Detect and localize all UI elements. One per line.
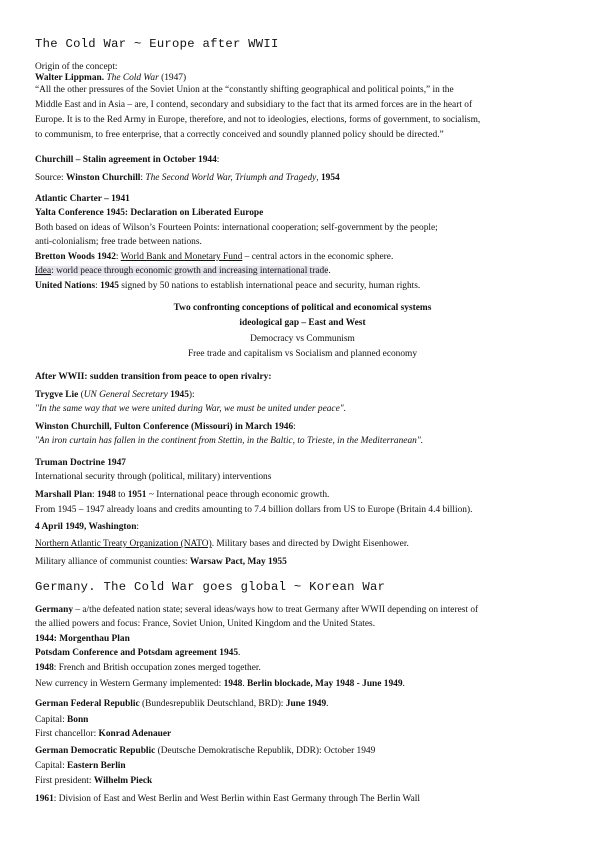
- military-text: Military alliance of communist counties:: [35, 557, 190, 567]
- center-line: Free trade and capitalism vs Socialism and planned economy: [187, 349, 418, 359]
- truman-text: International security through (political, military) interventions: [35, 472, 272, 482]
- germany-label: Germany: [35, 605, 74, 615]
- bretton-woods-line: [35, 252, 393, 263]
- warsaw-line: [35, 557, 287, 568]
- origin-label: Origin of the concept:: [35, 62, 118, 72]
- lie-name: Trygve Lie: [35, 390, 79, 400]
- gdr-president: [35, 776, 152, 787]
- frg-line: German Federal Republic (Bundesrepublik Deutschland, BRD): June 1949.: [35, 699, 329, 709]
- after-wwii-heading: [35, 372, 271, 383]
- lippman-quote-line: to communism, to free enterprise, that a correctly conceived and soundly planned policy should be directed.”: [35, 130, 444, 140]
- frg-capital: [35, 715, 88, 726]
- germany-text: – a/the defeated nation state; several ideas/ways how to treat Germany after WWII depending on interest of: [73, 605, 479, 615]
- lie-year: 1945: [170, 390, 189, 400]
- fulton-quote: [35, 436, 423, 447]
- yalta-conference: [35, 208, 263, 219]
- churchill-stalin-agreement: [35, 155, 219, 166]
- frg-chancellor: [35, 729, 171, 740]
- frg-date: June 1949: [285, 699, 327, 709]
- source-title: The Second World War, Triumph and Tragedy: [145, 173, 317, 183]
- lippman-name: Walter Lippman.: [35, 73, 105, 83]
- currency-text: New currency in Western Germany implemented:: [35, 679, 224, 689]
- colon: :: [216, 155, 220, 165]
- wall-text: : Division of East and West Berlin and West Berlin within East Germany through The Berlin Wall: [53, 794, 421, 804]
- nato-line: [35, 539, 409, 550]
- zones-year: 1948: [35, 663, 54, 673]
- capital-label: Capital:: [35, 715, 68, 725]
- chancellor-label: First chancellor:: [35, 729, 99, 739]
- truman-doctrine: [35, 458, 126, 469]
- idea-line: Idea: world peace through economic growth and increasing international trade.: [35, 266, 331, 276]
- un-text: signed by 50 nations to establish international peace and security, human rights.: [118, 281, 421, 291]
- churchill-stalin-label: Churchill – Stalin agreement in October 1944: [35, 155, 217, 165]
- gdr-label: German Democratic Republic: [35, 746, 156, 756]
- fulton-label: Winston Churchill, Fulton Conference (Missouri) in March 1946: [35, 422, 294, 432]
- gdr-capital: [35, 761, 126, 772]
- frg-paren: (Bundesrepublik Deutschland, BRD):: [139, 699, 286, 709]
- bonn: Bonn: [67, 715, 89, 725]
- trygve-lie-line: Trygve Lie (UN General Secretary 1945):: [35, 390, 195, 400]
- loans-line: From 1945 – 1947 already loans and credits amounting to 7.4 billion dollars from US to Europe (Britain 4.4 billion).: [35, 505, 473, 515]
- adenauer: Konrad Adenauer: [98, 729, 172, 739]
- lippman-quote-line: Europe. It is to the Red Army in Europe, therefore, and not to ideologies, elections, forms of government, to socialism,: [35, 115, 481, 125]
- center-line: Democracy vs Communism: [250, 334, 355, 344]
- wilson-line: Both based on ideas of Wilson’s Fourteen Points: international cooperation; self-government by the people;: [35, 223, 438, 233]
- un-year: 1945: [100, 281, 119, 291]
- center-heading: [35, 303, 570, 313]
- wilson-line: anti-colonialism; free trade between nations.: [35, 237, 202, 247]
- atlantic-charter: [35, 194, 130, 205]
- lie-quote-text: "In the same way that we were united during War, we must be united under peace".: [35, 404, 347, 414]
- berlin-wall-line: [35, 794, 420, 805]
- president-label: First president:: [35, 776, 94, 786]
- currency-line: New currency in Western Germany implemented: 1948. Berlin blockade, May 1948 - June 1949.: [35, 679, 405, 689]
- gdr-line: [35, 746, 375, 757]
- idea-label: Idea: [35, 266, 52, 276]
- marshall-label: Marshall Plan: [35, 490, 93, 500]
- marshall-text: ~ International peace through economic growth.: [146, 490, 330, 500]
- fulton-line: Winston Churchill, Fulton Conference (Missouri) in March 1946:: [35, 422, 296, 432]
- berlin-blockade: Berlin blockade, May 1948 - June 1949: [247, 679, 403, 689]
- source-year: 1954: [320, 173, 340, 183]
- nato-name: Northern Atlantic Treaty Organization (NATO): [35, 539, 212, 549]
- fulton-quote-text: "An iron curtain has fallen in the continent from Stettin, in the Baltic, to Trieste, in the Mediterranean".: [35, 436, 424, 446]
- potsdam-line: Potsdam Conference and Potsdam agreement 1945.: [35, 648, 241, 658]
- bretton-rest: – central actors in the economic sphere.: [242, 252, 394, 262]
- lippman-book: The Cold War: [106, 73, 159, 83]
- germany-line: [35, 605, 478, 616]
- marshall-plan-line: Marshall Plan: 1948 to 1951 ~ International peace through economic growth.: [35, 490, 330, 500]
- morgenthau-label: 1944: Morgenthau Plan: [35, 634, 130, 644]
- section-title-cold-war: The Cold War ~ Europe after WWII: [35, 37, 279, 51]
- eastern-berlin: Eastern Berlin: [67, 761, 126, 771]
- marshall-start: 1948: [97, 490, 116, 500]
- zones-text: : French and British occupation zones merged together.: [53, 663, 261, 673]
- warsaw-pact: Warsaw Pact, May 1955: [189, 557, 287, 567]
- source-author: Winston Churchill: [65, 173, 141, 183]
- germany-line: the allied powers and focus: France, Soviet Union, United Kingdom and the United States.: [35, 619, 376, 629]
- yalta-label: Yalta Conference 1945: Declaration on Liberated Europe: [35, 208, 264, 218]
- lie-role: UN General Secretary: [83, 390, 168, 400]
- frg-label: German Federal Republic: [35, 699, 140, 709]
- lippman-citation: [35, 73, 186, 84]
- morgenthau-line: [35, 634, 130, 645]
- source-label: Source:: [35, 173, 66, 183]
- bretton-institutions: World Bank and Monetary Fund: [120, 252, 243, 262]
- currency-year: 1948: [223, 679, 243, 689]
- center-bold-2: ideological gap – East and West: [239, 318, 366, 328]
- truman-label: Truman Doctrine 1947: [35, 458, 126, 468]
- capital-label: Capital:: [35, 761, 68, 771]
- lippman-quote-line: Middle East and in Asia – are, I contend, secondary and subsidiary to the fact that its armed forces are in the heart of: [35, 100, 473, 110]
- lie-quote: [35, 404, 346, 415]
- atlantic-charter-label: Atlantic Charter – 1941: [35, 194, 130, 204]
- idea-text: : world peace through economic growth and increasing international trade: [51, 266, 329, 276]
- center-heading: [35, 318, 570, 328]
- after-wwii-label: After WWII: sudden transition from peace to open rivalry:: [35, 372, 272, 382]
- lippman-year: (1947): [161, 73, 187, 83]
- washington-label: 4 April 1949, Washington: [35, 522, 137, 532]
- pieck: Wilhelm Pieck: [93, 776, 153, 786]
- nato-text: . Military bases and directed by Dwight Eisenhower.: [211, 539, 409, 549]
- source-line: Source: Winston Churchill: The Second World War, Triumph and Tragedy, 1954: [35, 173, 340, 183]
- gdr-paren: (Deutsche Demokratische Republik, DDR): October 1949: [155, 746, 376, 756]
- separator: :: [115, 252, 121, 262]
- center-bold-1: Two confronting conceptions of political and economical systems: [173, 303, 432, 313]
- marshall-end: 1951: [127, 490, 147, 500]
- lippman-quote-line: “All the other pressures of the Soviet Union at the “constantly shifting geographical and political points,” in the: [35, 85, 454, 95]
- united-nations-line: United Nations: 1945 signed by 50 nations to establish international peace and security, human rights.: [35, 281, 421, 291]
- potsdam-label: Potsdam Conference and Potsdam agreement 1945: [35, 648, 239, 658]
- marshall-to: to: [115, 490, 128, 500]
- washington-line: 4 April 1949, Washington:: [35, 522, 140, 532]
- un-label: United Nations: [35, 281, 96, 291]
- wall-year: 1961: [35, 794, 54, 804]
- section-title-germany: Germany. The Cold War goes global ~ Korean War: [35, 580, 386, 594]
- zones-line: [35, 663, 261, 674]
- bretton-woods-label: Bretton Woods 1942: [35, 252, 116, 262]
